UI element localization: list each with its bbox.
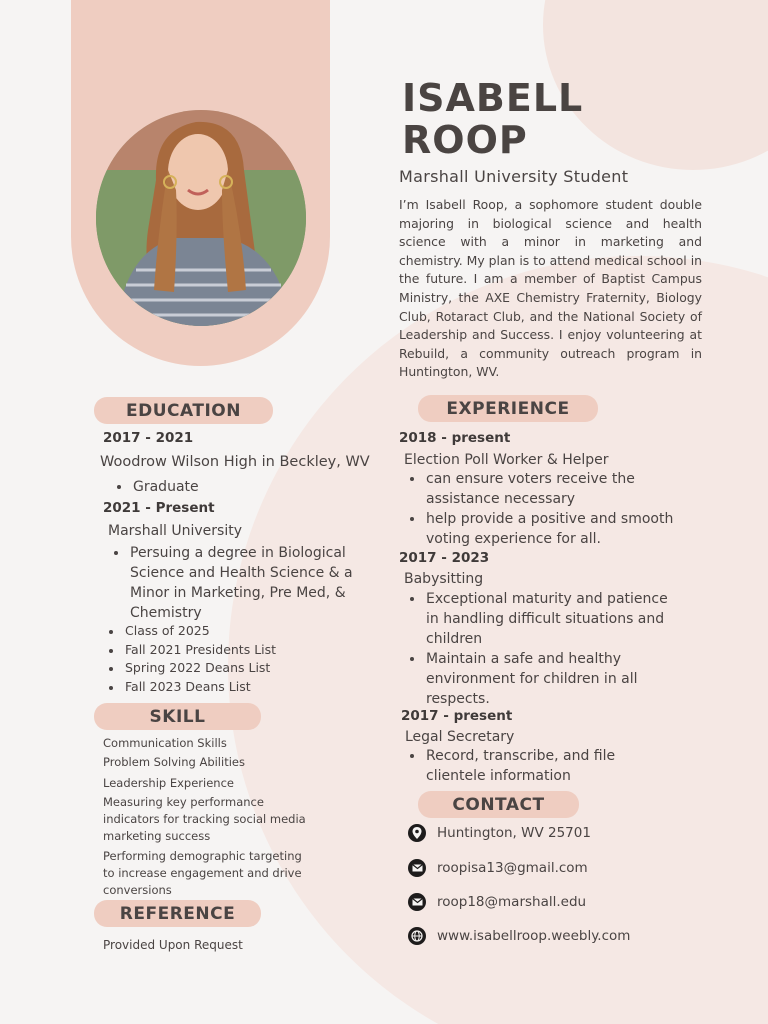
list-item: Graduate <box>111 477 199 497</box>
experience-role-1: Election Poll Worker & Helper <box>404 452 609 468</box>
contact-email-row-1[interactable] <box>408 858 588 878</box>
bullet-line: Record, transcribe, and file <box>426 748 616 764</box>
contact-email-row-2[interactable] <box>408 892 586 912</box>
list-item: Fall 2021 Presidents List <box>103 641 276 660</box>
skill-item: Leadership Experience <box>103 776 234 790</box>
bullet-line: assistance necessary <box>426 491 576 507</box>
experience-dates-3: 2017 - present <box>401 708 513 724</box>
list-item <box>404 469 673 509</box>
contact-heading: CONTACT <box>418 791 579 818</box>
bullet-line: help provide a positive and smooth <box>426 511 674 527</box>
bio-paragraph: I’m Isabell Roop, a sophomore student double majoring in biological science and health science with a minor in marketing and chemistry. My plan is to attend medical school in the future. I am a member of Baptist Campus Ministry, the AXE Chemistry Fraternity, Biology Club, Rotaract Club, and the National Society of Leadership and Success. I enjoy volunteering at Rebuild, a community outreach program in Huntington, WV. <box>399 197 702 380</box>
experience-bullets-3 <box>404 746 615 786</box>
experience-role-2: Babysitting <box>404 571 484 587</box>
contact-website-row[interactable] <box>408 926 630 946</box>
skill-item: Problem Solving Abilities <box>103 755 245 769</box>
education-dates-1: 2017 - 2021 <box>103 430 194 446</box>
bullet-line: Minor in Marketing, Pre Med, & <box>130 585 346 601</box>
bullet-line: can ensure voters receive the <box>426 471 635 487</box>
reference-heading: REFERENCE <box>94 900 261 927</box>
skill-item <box>103 848 302 899</box>
list-item <box>404 649 668 709</box>
experience-bullets-1 <box>404 469 673 549</box>
experience-heading: EXPERIENCE <box>418 395 598 422</box>
bullet-line: in handling difficult situations and <box>426 611 665 627</box>
list-item <box>108 543 353 623</box>
list-item: Fall 2023 Deans List <box>103 678 276 697</box>
skill-line: indicators for tracking social media <box>103 812 306 826</box>
experience-bullets-2 <box>404 589 668 709</box>
skill-line: to increase engagement and drive <box>103 866 302 880</box>
list-item: Spring 2022 Deans List <box>103 659 276 678</box>
bullet-line: Chemistry <box>130 605 202 621</box>
list-item <box>404 509 673 549</box>
contact-address: Huntington, WV 25701 <box>437 825 591 841</box>
skill-line: conversions <box>103 883 172 897</box>
skill-item <box>103 794 306 845</box>
education-bullets-2 <box>103 622 276 696</box>
reference-text: Provided Upon Request <box>103 938 243 952</box>
education-bullets-1 <box>111 477 199 497</box>
profile-photo <box>96 110 306 326</box>
skill-line: marketing success <box>103 829 211 843</box>
list-item: Class of 2025 <box>103 622 276 641</box>
list-item <box>404 746 615 786</box>
bullet-line: clientele information <box>426 768 571 784</box>
skill-heading: SKILL <box>94 703 261 730</box>
experience-dates-1: 2018 - present <box>399 430 511 446</box>
bullet-line: Science and Health Science & a <box>130 565 353 581</box>
education-main-bullet <box>108 543 353 623</box>
last-name: ROOP <box>402 118 528 162</box>
email-icon <box>408 893 426 911</box>
skill-item: Communication Skills <box>103 736 227 750</box>
bullet-line: voting experience for all. <box>426 531 601 547</box>
contact-address-row <box>408 823 591 843</box>
contact-email-1[interactable]: roopisa13@gmail.com <box>437 860 588 876</box>
location-pin-icon <box>408 824 426 842</box>
contact-website[interactable]: www.isabellroop.weebly.com <box>437 928 631 944</box>
contact-email-2[interactable]: roop18@marshall.edu <box>437 894 587 910</box>
education-dates-2: 2021 - Present <box>103 500 215 516</box>
bullet-line: children <box>426 631 483 647</box>
globe-icon <box>408 927 426 945</box>
skill-line: Performing demographic targeting <box>103 849 302 863</box>
first-name: ISABELL <box>402 76 584 120</box>
bullet-line: Exceptional maturity and patience <box>426 591 668 607</box>
bullet-line: environment for children in all <box>426 671 638 687</box>
bullet-line: respects. <box>426 691 490 707</box>
profile-photo-illustration <box>96 110 306 326</box>
education-school-2: Marshall University <box>108 523 243 539</box>
experience-role-3: Legal Secretary <box>405 729 515 745</box>
education-school-1: Woodrow Wilson High in Beckley, WV <box>100 454 370 470</box>
bullet-line: Maintain a safe and healthy <box>426 651 621 667</box>
experience-dates-2: 2017 - 2023 <box>399 550 490 566</box>
skill-line: Measuring key performance <box>103 795 264 809</box>
name-heading <box>402 77 732 161</box>
education-heading: EDUCATION <box>94 397 273 424</box>
bullet-line: Persuing a degree in Biological <box>130 545 346 561</box>
email-icon <box>408 859 426 877</box>
subtitle: Marshall University Student <box>399 167 629 186</box>
list-item <box>404 589 668 649</box>
